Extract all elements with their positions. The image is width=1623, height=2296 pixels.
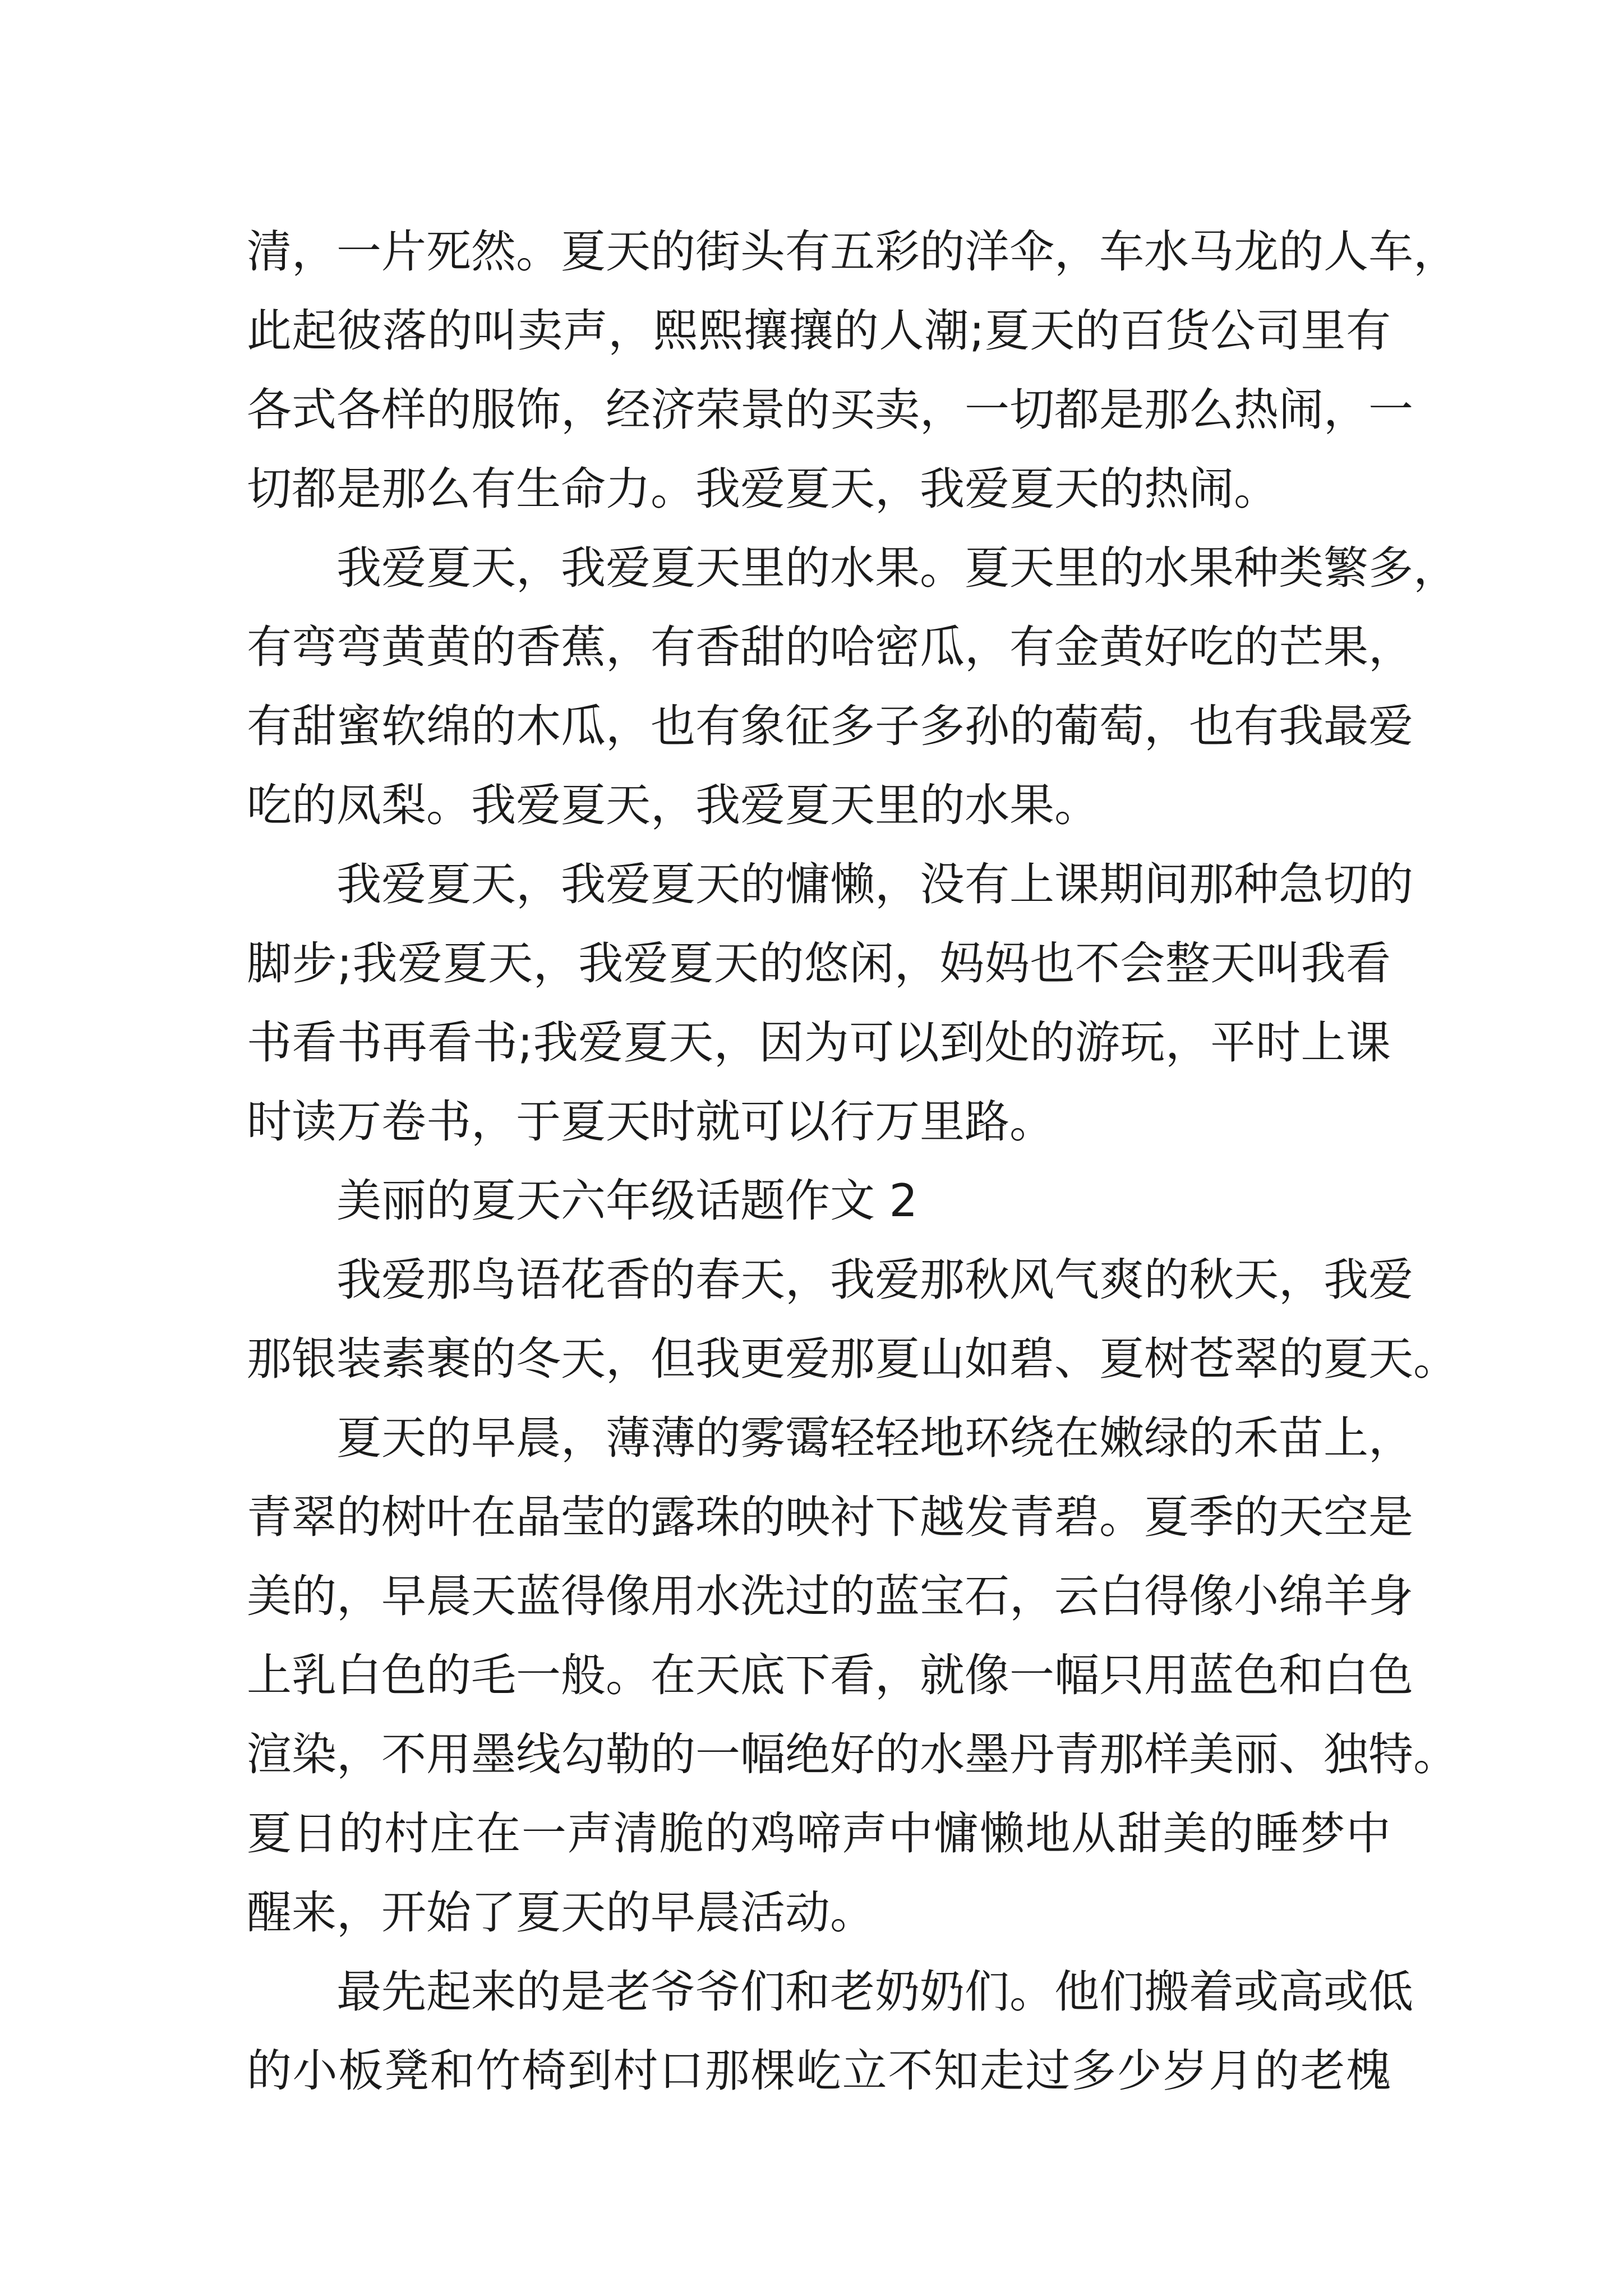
text-line: 此起彼落的叫卖声，熙熙攘攘的人潮;夏天的百货公司里有 <box>247 305 1391 357</box>
text-line: 有弯弯黄黄的香蕉，有香甜的哈密瓜，有金黄好吃的芒果， <box>247 621 1413 673</box>
text-line: 渲染，不用墨线勾勒的一幅绝好的水墨丹青那样美丽、独特。 <box>247 1728 1458 1780</box>
text-line: 书看书再看书;我爱夏天，因为可以到处的游玩，平时上课 <box>247 1016 1391 1069</box>
text-line: 醒来，开始了夏天的早晨活动。 <box>247 1887 875 1939</box>
text-line: 夏天的早晨，薄薄的雾霭轻轻地环绕在嫩绿的禾苗上， <box>336 1412 1413 1464</box>
text-line: 美丽的夏天六年级话题作文 2 <box>336 1175 918 1227</box>
text-line: 吃的凤梨。我爱夏天，我爱夏天里的水果。 <box>247 779 1099 831</box>
text-line: 的小板凳和竹椅到村口那棵屹立不知走过多少岁月的老槐 <box>247 2045 1391 2097</box>
text-line: 青翠的树叶在晶莹的露珠的映衬下越发青碧。夏季的天空是 <box>247 1491 1413 1543</box>
text-line: 上乳白色的毛一般。在天底下看，就像一幅只用蓝色和白色 <box>247 1649 1413 1701</box>
text-line: 最先起来的是老爷爷们和老奶奶们。他们搬着或高或低 <box>336 1966 1413 2018</box>
text-line: 我爱夏天，我爱夏天的慵懒，没有上课期间那种急切的 <box>336 858 1413 910</box>
text-line: 夏日的村庄在一声清脆的鸡啼声中慵懒地从甜美的睡梦中 <box>247 1807 1391 1860</box>
text-line: 我爱夏天，我爱夏天里的水果。夏天里的水果种类繁多， <box>336 542 1458 594</box>
text-line: 各式各样的服饰，经济荣景的买卖，一切都是那么热闹，一 <box>247 384 1413 436</box>
text-line: 时读万卷书，于夏天时就可以行万里路。 <box>247 1096 1054 1148</box>
text-line: 清，一片死然。夏天的街头有五彩的洋伞，车水马龙的人车， <box>247 226 1458 278</box>
text-line: 有甜蜜软绵的木瓜，也有象征多子多孙的葡萄，也有我最爱 <box>247 700 1413 752</box>
text-line: 脚步;我爱夏天，我爱夏天的悠闲，妈妈也不会整天叫我看 <box>247 937 1391 990</box>
text-line: 美的，早晨天蓝得像用水洗过的蓝宝石，云白得像小绵羊身 <box>247 1570 1413 1622</box>
text-line: 我爱那鸟语花香的春天，我爱那秋风气爽的秋天，我爱 <box>336 1254 1413 1306</box>
document-body <box>247 212 1458 2110</box>
text-line: 那银装素裹的冬天，但我更爱那夏山如碧、夏树苍翠的夏天。 <box>247 1333 1458 1385</box>
text-line: 切都是那么有生命力。我爱夏天，我爱夏天的热闹。 <box>247 463 1279 515</box>
